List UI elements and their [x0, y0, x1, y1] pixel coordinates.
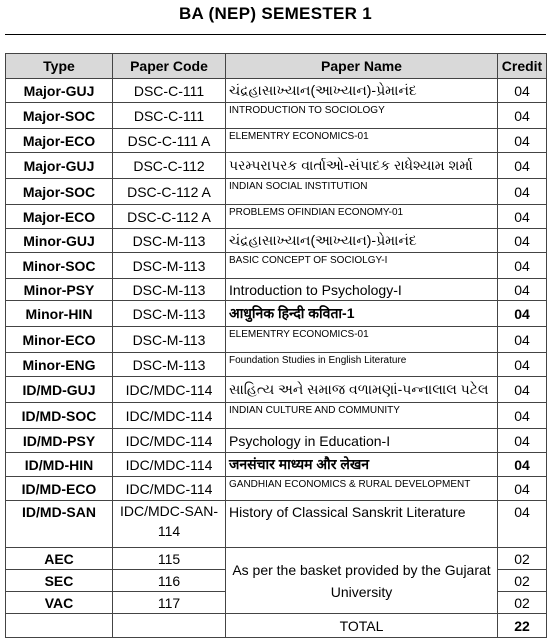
- row-code: IDC/MDC-114: [113, 377, 226, 403]
- semester-table: [5, 53, 547, 638]
- row-code: DSC-C-112 A: [113, 179, 226, 205]
- row-credit: 04: [498, 129, 547, 153]
- header-row: [6, 54, 547, 79]
- row-code: DSC-M-113: [113, 327, 226, 353]
- row-type: ID/MD-SOC: [6, 403, 113, 429]
- table-row: [6, 279, 547, 301]
- table-row: [6, 477, 547, 501]
- row-type: Major-SOC: [6, 179, 113, 205]
- row-type: ID/MD-SAN: [6, 501, 113, 548]
- row-credit: 04: [498, 153, 547, 179]
- row-credit: 04: [498, 205, 547, 229]
- row-code: DSC-M-113: [113, 353, 226, 377]
- row-credit: 04: [498, 377, 547, 403]
- row-type: AEC: [6, 548, 113, 570]
- title-block: [5, 0, 546, 53]
- header-credit: Credit: [498, 54, 547, 79]
- table-row: [6, 301, 547, 327]
- header-paper-name: Paper Name: [226, 54, 498, 79]
- header-type: Type: [6, 54, 113, 79]
- row-name: ચંદ્રહાસાખ્યાન(આખ્યાન)-પ્રેમાનંદ: [226, 79, 498, 103]
- table-row: [6, 205, 547, 229]
- total-label: TOTAL: [226, 614, 498, 638]
- row-code: DSC-M-113: [113, 301, 226, 327]
- row-credit: 04: [498, 253, 547, 279]
- row-code: DSC-C-112: [113, 153, 226, 179]
- row-type: Major-ECO: [6, 205, 113, 229]
- row-name: INDIAN CULTURE AND COMMUNITY: [226, 403, 498, 429]
- row-code: DSC-M-113: [113, 253, 226, 279]
- row-code: IDC/MDC-114: [113, 477, 226, 501]
- row-credit: 04: [498, 429, 547, 453]
- total-row: [6, 614, 547, 638]
- table-row: [6, 103, 547, 129]
- row-type: ID/MD-GUJ: [6, 377, 113, 403]
- row-name: INDIAN SOCIAL INSTITUTION: [226, 179, 498, 205]
- row-type: SEC: [6, 570, 113, 592]
- table-row: [6, 79, 547, 103]
- table-row: [6, 327, 547, 353]
- table-row: [6, 353, 547, 377]
- page-title: BA (NEP) SEMESTER 1: [178, 4, 373, 23]
- row-credit: 04: [498, 229, 547, 253]
- row-type: Major-GUJ: [6, 79, 113, 103]
- row-credit: 04: [498, 403, 547, 429]
- row-type: Major-GUJ: [6, 153, 113, 179]
- row-credit: 04: [498, 453, 547, 477]
- row-credit: 04: [498, 179, 547, 205]
- table-row: [6, 377, 547, 403]
- row-name: Psychology in Education-I: [226, 429, 498, 453]
- row-code: IDC/MDC-114: [113, 453, 226, 477]
- row-type: ID/MD-ECO: [6, 477, 113, 501]
- row-name: Foundation Studies in English Literature: [226, 353, 498, 377]
- table-row: [6, 453, 547, 477]
- row-code: IDC/MDC-114: [113, 429, 226, 453]
- row-credit: 04: [498, 477, 547, 501]
- row-name: ELEMENTRY ECONOMICS-01: [226, 129, 498, 153]
- row-credit: 04: [498, 279, 547, 301]
- row-credit: 04: [498, 353, 547, 377]
- header-paper-code: Paper Code: [113, 54, 226, 79]
- table-row: [6, 179, 547, 205]
- row-code: IDC/MDC-SAN-114: [113, 501, 226, 548]
- row-name: History of Classical Sanskrit Literature: [226, 501, 498, 548]
- row-type: Major-SOC: [6, 103, 113, 129]
- row-code: 115: [113, 548, 226, 570]
- row-type: ID/MD-PSY: [6, 429, 113, 453]
- row-name: PROBLEMS OFINDIAN ECONOMY-01: [226, 205, 498, 229]
- table-row: [6, 253, 547, 279]
- row-name: BASIC CONCEPT OF SOCIOLGY-I: [226, 253, 498, 279]
- basket-note: As per the basket provided by the Gujarat University: [226, 548, 498, 614]
- row-credit: 04: [498, 301, 547, 327]
- table-row: [6, 429, 547, 453]
- row-code: IDC/MDC-114: [113, 403, 226, 429]
- table-row: [6, 229, 547, 253]
- table-row: [6, 403, 547, 429]
- row-name: ELEMENTRY ECONOMICS-01: [226, 327, 498, 353]
- row-name: Introduction to Psychology-I: [226, 279, 498, 301]
- row-type: Major-ECO: [6, 129, 113, 153]
- row-name: ચંદ્રહાસાખ્યાન(આખ્યાન)-પ્રેમાનંદ: [226, 229, 498, 253]
- row-credit: 04: [498, 501, 547, 548]
- row-credit: 04: [498, 79, 547, 103]
- row-code: DSC-C-111: [113, 103, 226, 129]
- table-row: [6, 153, 547, 179]
- title-underline: [5, 34, 546, 35]
- total-empty-type: [6, 614, 113, 638]
- row-type: ID/MD-HIN: [6, 453, 113, 477]
- row-type: Minor-GUJ: [6, 229, 113, 253]
- row-name: સાહિત્ય અને સમાજ વળામણાં-પન્નાલાલ પટેલ: [226, 377, 498, 403]
- row-code: DSC-C-111: [113, 79, 226, 103]
- row-code: DSC-C-111 A: [113, 129, 226, 153]
- row-credit: 04: [498, 327, 547, 353]
- row-code: DSC-M-113: [113, 229, 226, 253]
- row-name: GANDHIAN ECONOMICS & RURAL DEVELOPMENT: [226, 477, 498, 501]
- table-row-aec: [6, 548, 547, 570]
- row-type: Minor-ECO: [6, 327, 113, 353]
- row-code: DSC-M-113: [113, 279, 226, 301]
- row-code: DSC-C-112 A: [113, 205, 226, 229]
- row-credit: 02: [498, 592, 547, 614]
- row-code: 116: [113, 570, 226, 592]
- row-name: आधुनिक हिन्दी कविता-1: [226, 301, 498, 327]
- row-type: Minor-PSY: [6, 279, 113, 301]
- row-name: પરમ્પરાપરક વાર્તાઓ-સંપાદક રાધેશ્યામ શર્મા: [226, 153, 498, 179]
- row-code: 117: [113, 592, 226, 614]
- row-type: VAC: [6, 592, 113, 614]
- row-name: INTRODUCTION TO SOCIOLOGY: [226, 103, 498, 129]
- row-credit: 02: [498, 570, 547, 592]
- row-credit: 04: [498, 103, 547, 129]
- total-empty-code: [113, 614, 226, 638]
- total-value: 22: [498, 614, 547, 638]
- row-type: Minor-HIN: [6, 301, 113, 327]
- row-name: जनसंचार माध्यम और लेखन: [226, 453, 498, 477]
- row-credit: 02: [498, 548, 547, 570]
- table-row: [6, 501, 547, 548]
- row-type: Minor-SOC: [6, 253, 113, 279]
- row-type: Minor-ENG: [6, 353, 113, 377]
- table-row: [6, 129, 547, 153]
